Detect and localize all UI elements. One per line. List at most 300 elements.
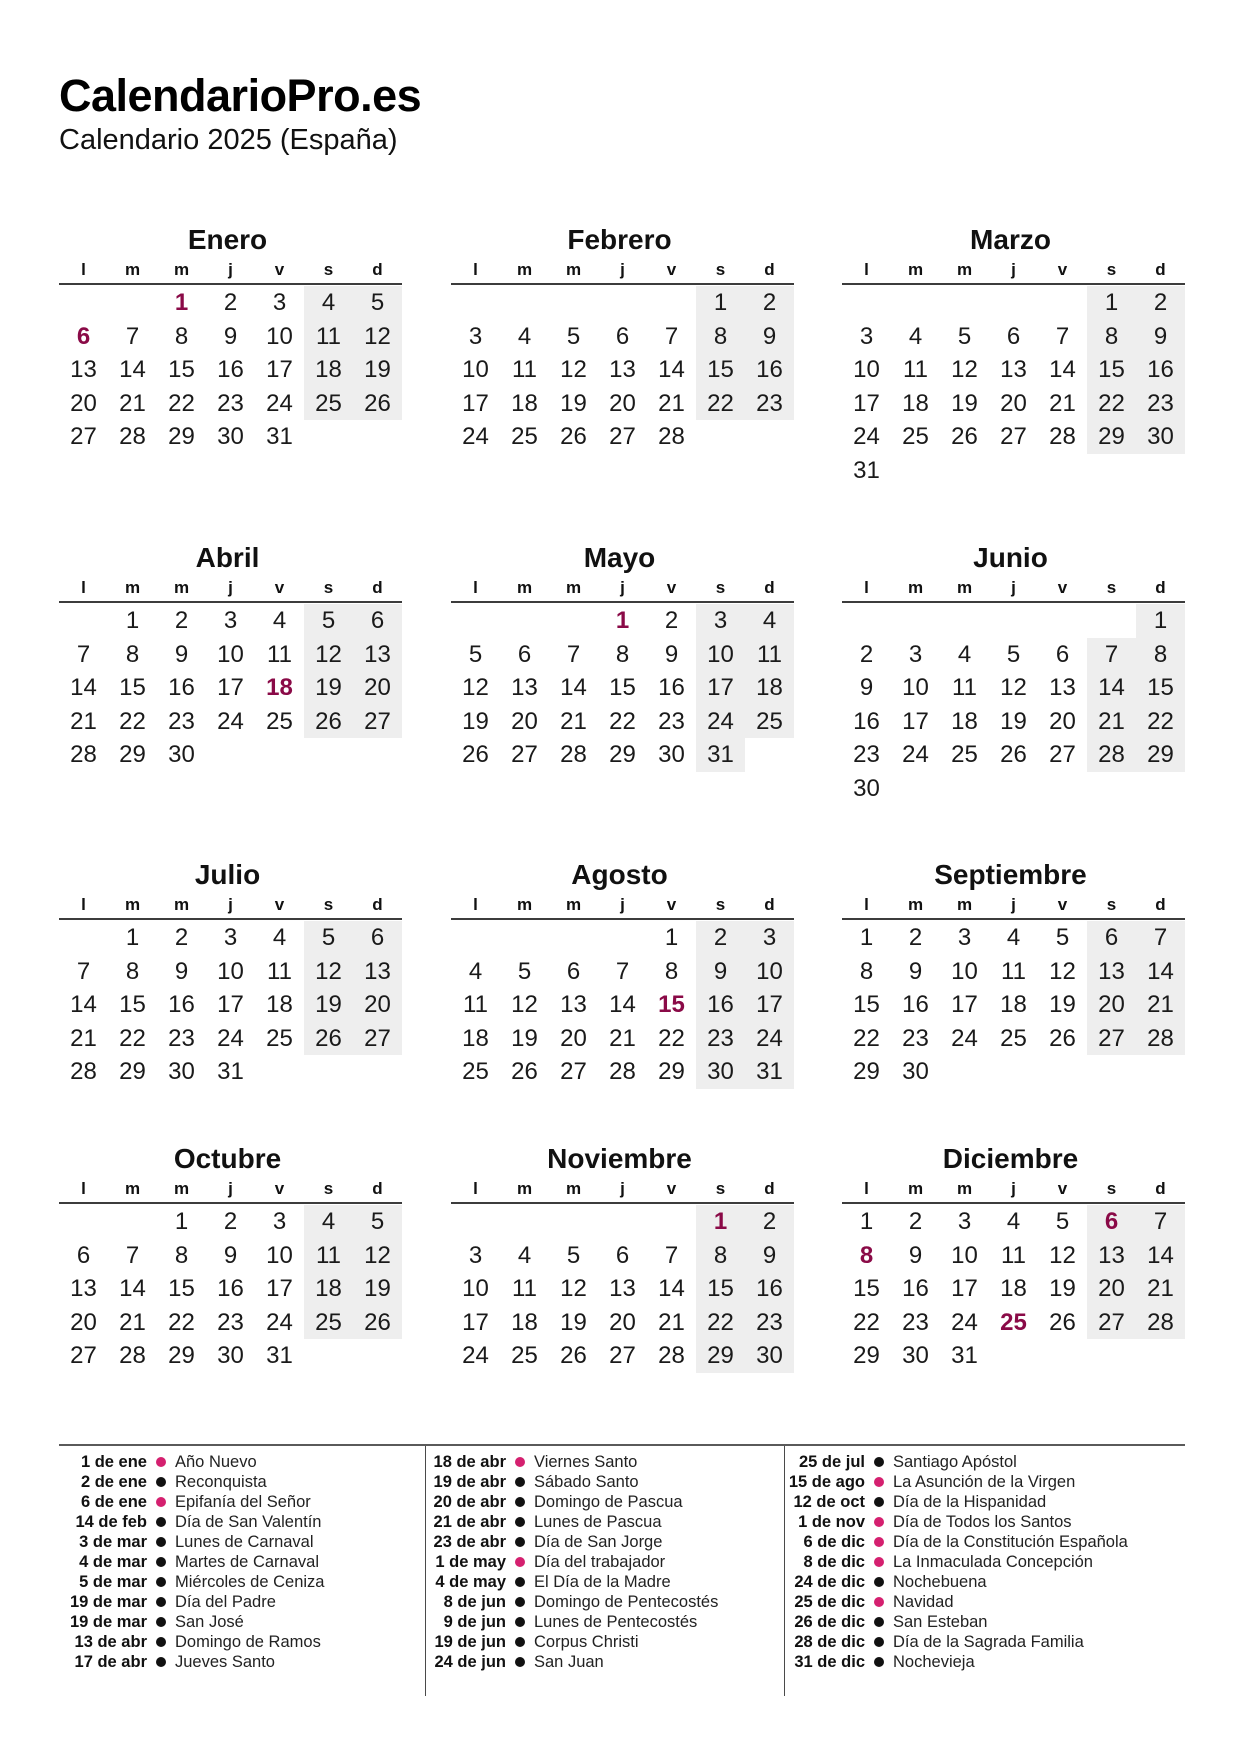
holiday-list-item — [782, 1572, 1128, 1592]
day-cell: 15 — [696, 1272, 745, 1306]
empty-day-cell — [108, 1205, 157, 1239]
day-cell: 28 — [119, 1342, 146, 1369]
weekday-label: l — [81, 260, 86, 279]
day-cell: 2 — [174, 607, 189, 634]
day-cell: 5 — [1055, 924, 1070, 951]
day-cell: 13 — [353, 955, 402, 989]
empty-day-cell — [1087, 604, 1136, 638]
day-cell: 24 — [902, 741, 929, 768]
month-septiembre — [842, 857, 1185, 1089]
day-cell: 1 — [696, 286, 745, 320]
day-cell: 23 — [168, 707, 195, 735]
day-cell: 29 — [696, 1339, 745, 1373]
day-cell: 17 — [902, 707, 929, 735]
weekday-label: m — [516, 1179, 533, 1198]
day-cell: 7 — [664, 322, 679, 350]
holiday-day-cell: 1 — [174, 289, 189, 316]
holiday-name: Día de la Hispanidad — [893, 1492, 1047, 1511]
day-cell: 5 — [957, 322, 972, 350]
holiday-date: 15 de ago — [788, 1472, 865, 1491]
empty-day-cell — [451, 1205, 500, 1239]
day-cell: 28 — [70, 741, 97, 768]
empty-day-cell — [500, 286, 549, 320]
day-cell: 3 — [957, 1208, 972, 1235]
holiday-dot-icon — [874, 1617, 884, 1627]
day-cell: 5 — [304, 604, 353, 638]
empty-day-cell — [255, 1055, 304, 1089]
weekday-label: s — [715, 895, 726, 914]
day-cell: 8 — [174, 322, 189, 350]
holiday-date: 17 de abr — [74, 1652, 147, 1671]
weekday-label: l — [81, 895, 86, 914]
day-cell: 9 — [664, 640, 679, 668]
day-cell: 2 — [174, 924, 189, 951]
empty-day-cell — [647, 286, 696, 320]
national-holiday-dot-icon — [874, 1477, 884, 1487]
day-cell: 8 — [1087, 320, 1136, 354]
weekday-label: s — [323, 895, 334, 914]
empty-day-cell — [304, 420, 353, 454]
day-cell: 4 — [745, 604, 794, 638]
day-cell: 16 — [696, 988, 745, 1022]
weekday-label: m — [173, 578, 190, 597]
holiday-date: 23 de abr — [433, 1532, 506, 1551]
day-cell: 9 — [745, 1239, 794, 1273]
day-cell: 28 — [609, 1058, 636, 1085]
holiday-date: 19 de jun — [434, 1632, 506, 1651]
weekday-label: m — [956, 578, 973, 597]
day-cell: 19 — [304, 671, 353, 705]
day-cell: 20 — [511, 707, 538, 735]
day-cell: 2 — [696, 921, 745, 955]
holiday-day-cell: 1 — [696, 1205, 745, 1239]
holiday-list-item — [64, 1612, 324, 1632]
weekday-label: m — [173, 895, 190, 914]
day-cell: 27 — [70, 1342, 97, 1369]
holiday-date: 4 de may — [435, 1572, 506, 1591]
weekday-label: m — [907, 578, 924, 597]
holiday-dot-icon — [156, 1557, 166, 1567]
day-cell: 13 — [609, 356, 636, 383]
day-cell: 19 — [462, 707, 489, 735]
holiday-name: Día del Padre — [175, 1592, 276, 1611]
day-cell: 26 — [1049, 1308, 1076, 1336]
day-cell: 13 — [353, 638, 402, 672]
day-cell: 30 — [902, 1342, 929, 1369]
day-cell: 8 — [125, 957, 140, 985]
day-cell: 23 — [902, 1024, 929, 1052]
month-enero — [59, 222, 402, 454]
day-cell: 1 — [1136, 604, 1185, 638]
day-cell: 15 — [168, 356, 195, 383]
empty-day-cell — [59, 921, 108, 955]
day-cell: 15 — [119, 991, 146, 1018]
day-cell: 24 — [745, 1022, 794, 1056]
day-cell: 29 — [853, 1058, 880, 1085]
empty-day-cell — [1038, 1055, 1087, 1089]
holiday-dot-icon — [874, 1637, 884, 1647]
empty-day-cell — [989, 286, 1038, 320]
day-cell: 3 — [223, 607, 238, 634]
holiday-list-item — [423, 1612, 718, 1632]
empty-day-cell — [549, 921, 598, 955]
holiday-name: Viernes Santo — [534, 1452, 638, 1471]
day-cell: 6 — [615, 1241, 630, 1269]
day-cell: 12 — [462, 674, 489, 701]
days-grid — [59, 1205, 402, 1373]
day-cell: 3 — [223, 924, 238, 951]
holiday-date: 13 de abr — [74, 1632, 147, 1651]
day-cell: 25 — [951, 741, 978, 768]
day-cell: 26 — [951, 423, 978, 450]
empty-day-cell — [1087, 1339, 1136, 1373]
weekday-label: s — [1106, 578, 1117, 597]
day-cell: 30 — [168, 1058, 195, 1085]
holiday-name: Santiago Apóstol — [893, 1452, 1017, 1471]
day-cell: 21 — [609, 1024, 636, 1052]
day-cell: 12 — [1049, 957, 1076, 985]
holiday-day-cell: 8 — [859, 1241, 874, 1269]
weekday-label: l — [473, 1179, 478, 1198]
holiday-name: Miércoles de Ceniza — [175, 1572, 325, 1591]
day-cell: 10 — [902, 674, 929, 701]
day-cell: 11 — [903, 356, 928, 383]
weekday-label: d — [764, 260, 775, 279]
day-cell: 20 — [609, 1308, 636, 1336]
weekday-label: j — [228, 578, 233, 597]
day-cell: 4 — [908, 322, 923, 350]
day-cell: 11 — [512, 356, 537, 383]
empty-day-cell — [1038, 454, 1087, 488]
day-cell: 17 — [266, 356, 293, 383]
day-cell: 31 — [696, 738, 745, 772]
holiday-list-item — [782, 1452, 1128, 1472]
empty-day-cell — [989, 454, 1038, 488]
day-cell: 2 — [1136, 286, 1185, 320]
day-cell: 18 — [511, 389, 538, 417]
weekday-label: d — [1155, 1179, 1166, 1198]
weekday-label: s — [715, 260, 726, 279]
day-cell: 12 — [304, 638, 353, 672]
day-cell: 9 — [745, 320, 794, 354]
day-cell: 26 — [1049, 1024, 1076, 1052]
day-cell: 14 — [119, 356, 146, 383]
day-cell: 1 — [664, 924, 679, 951]
day-cell: 2 — [223, 289, 238, 316]
weekday-label: j — [228, 260, 233, 279]
day-cell: 29 — [1136, 738, 1185, 772]
weekday-label: m — [173, 1179, 190, 1198]
holiday-dot-icon — [515, 1637, 525, 1647]
weekday-label: v — [1057, 260, 1068, 279]
holiday-name: Jueves Santo — [175, 1652, 275, 1671]
empty-day-cell — [206, 738, 255, 772]
day-cell: 24 — [217, 707, 244, 735]
day-cell: 6 — [517, 640, 532, 668]
day-cell: 31 — [266, 423, 293, 450]
holiday-dot-icon — [515, 1577, 525, 1587]
holiday-name: Navidad — [893, 1592, 954, 1611]
month-title: Marzo — [970, 224, 1051, 255]
day-cell: 29 — [658, 1058, 685, 1085]
weekday-header — [59, 258, 402, 285]
month-title: Septiembre — [934, 859, 1087, 890]
weekday-header — [842, 893, 1185, 920]
weekday-label: v — [666, 260, 677, 279]
day-cell: 26 — [304, 705, 353, 739]
holiday-dot-icon — [515, 1657, 525, 1667]
weekday-label: v — [1057, 578, 1068, 597]
month-diciembre — [842, 1141, 1185, 1373]
day-cell: 11 — [304, 320, 353, 354]
month-octubre — [59, 1141, 402, 1373]
holiday-list-item — [423, 1512, 718, 1532]
day-cell: 6 — [1087, 921, 1136, 955]
day-cell: 13 — [70, 356, 97, 383]
empty-day-cell — [891, 604, 940, 638]
month-title: Abril — [195, 542, 260, 573]
day-cell: 12 — [560, 356, 587, 383]
day-cell: 29 — [119, 741, 146, 768]
brand-title: CalendarioPro.es — [59, 70, 422, 121]
weekday-label: s — [1106, 895, 1117, 914]
month-title: Noviembre — [547, 1143, 692, 1174]
empty-day-cell — [1087, 1055, 1136, 1089]
days-grid — [59, 286, 402, 454]
day-cell: 5 — [1006, 640, 1021, 668]
day-cell: 18 — [1000, 991, 1027, 1018]
days-grid — [842, 604, 1185, 805]
days-grid — [842, 286, 1185, 487]
days-grid — [59, 604, 402, 772]
weekday-label: m — [173, 260, 190, 279]
holiday-list-item — [64, 1592, 324, 1612]
day-cell: 29 — [119, 1058, 146, 1085]
empty-day-cell — [108, 286, 157, 320]
day-cell: 27 — [1000, 423, 1027, 450]
day-cell: 14 — [70, 674, 97, 701]
weekday-label: d — [1155, 578, 1166, 597]
empty-day-cell — [353, 1055, 402, 1089]
day-cell: 13 — [1087, 1239, 1136, 1273]
weekday-header — [59, 1177, 402, 1204]
holiday-name: La Inmaculada Concepción — [893, 1552, 1093, 1571]
empty-day-cell — [647, 1205, 696, 1239]
empty-day-cell — [1038, 1339, 1087, 1373]
day-cell: 13 — [511, 674, 538, 701]
day-cell: 26 — [1000, 741, 1027, 768]
day-cell: 20 — [353, 988, 402, 1022]
weekday-label: d — [764, 895, 775, 914]
holiday-day-cell: 15 — [658, 991, 685, 1018]
day-cell: 1 — [859, 1208, 874, 1235]
weekday-label: s — [1106, 1179, 1117, 1198]
day-cell: 20 — [353, 671, 402, 705]
day-cell: 25 — [266, 707, 293, 735]
day-cell: 6 — [353, 604, 402, 638]
day-cell: 10 — [951, 1241, 978, 1269]
holiday-day-cell: 18 — [266, 674, 293, 701]
day-cell: 23 — [745, 387, 794, 421]
day-cell: 30 — [902, 1058, 929, 1085]
holiday-name: Día del trabajador — [534, 1552, 666, 1571]
national-holiday-dot-icon — [515, 1457, 525, 1467]
day-cell: 20 — [560, 1024, 587, 1052]
weekday-label: m — [565, 260, 582, 279]
day-cell: 12 — [560, 1275, 587, 1302]
day-cell: 28 — [119, 423, 146, 450]
day-cell: 11 — [304, 1239, 353, 1273]
empty-day-cell — [451, 604, 500, 638]
day-cell: 5 — [468, 640, 483, 668]
day-cell: 22 — [853, 1024, 880, 1052]
holiday-date: 3 de mar — [79, 1532, 147, 1551]
day-cell: 22 — [696, 387, 745, 421]
day-cell: 9 — [174, 957, 189, 985]
day-cell: 26 — [353, 387, 402, 421]
day-cell: 16 — [902, 1275, 929, 1302]
day-cell: 27 — [609, 423, 636, 450]
weekday-label: m — [907, 1179, 924, 1198]
day-cell: 29 — [1087, 420, 1136, 454]
day-cell: 22 — [1136, 705, 1185, 739]
day-cell: 30 — [745, 1339, 794, 1373]
weekday-label: l — [473, 260, 478, 279]
day-cell: 17 — [745, 988, 794, 1022]
day-cell: 18 — [304, 353, 353, 387]
day-cell: 7 — [1055, 322, 1070, 350]
weekday-label: m — [565, 895, 582, 914]
day-cell: 12 — [304, 955, 353, 989]
day-cell: 21 — [70, 1024, 97, 1052]
empty-day-cell — [500, 604, 549, 638]
day-cell: 11 — [267, 957, 292, 985]
day-cell: 18 — [902, 389, 929, 417]
day-cell: 7 — [76, 957, 91, 985]
day-cell: 19 — [560, 1308, 587, 1336]
holiday-date: 5 de mar — [79, 1572, 147, 1591]
national-holiday-dot-icon — [874, 1517, 884, 1527]
holiday-name: Reconquista — [175, 1472, 267, 1491]
holiday-list-item — [64, 1532, 324, 1552]
day-cell: 8 — [125, 640, 140, 668]
empty-day-cell — [59, 604, 108, 638]
month-abril — [59, 540, 402, 772]
day-cell: 3 — [272, 1208, 287, 1235]
day-cell: 18 — [511, 1308, 538, 1336]
day-cell: 7 — [1136, 921, 1185, 955]
day-cell: 15 — [696, 353, 745, 387]
day-cell: 30 — [1136, 420, 1185, 454]
weekday-label: m — [516, 260, 533, 279]
holiday-list-item — [782, 1492, 1128, 1512]
holiday-name: Lunes de Pentecostés — [534, 1612, 698, 1631]
day-cell: 27 — [353, 705, 402, 739]
day-cell: 7 — [125, 1241, 140, 1269]
holiday-list-item — [423, 1552, 718, 1572]
holiday-date: 28 de dic — [794, 1632, 865, 1651]
holiday-dot-icon — [156, 1517, 166, 1527]
day-cell: 2 — [745, 286, 794, 320]
day-cell: 30 — [853, 774, 880, 802]
holiday-date: 19 de abr — [433, 1472, 506, 1491]
weekday-header — [451, 1177, 794, 1204]
day-cell: 29 — [168, 1342, 195, 1369]
holiday-date: 6 de ene — [80, 1492, 147, 1511]
day-cell: 29 — [168, 423, 195, 450]
empty-day-cell — [353, 420, 402, 454]
day-cell: 26 — [353, 1306, 402, 1340]
holiday-dot-icon — [515, 1477, 525, 1487]
weekday-label: d — [1155, 895, 1166, 914]
empty-day-cell — [1136, 1055, 1185, 1089]
day-cell: 3 — [272, 289, 287, 316]
empty-day-cell — [940, 1055, 989, 1089]
weekday-label: m — [124, 578, 141, 597]
day-cell: 14 — [609, 991, 636, 1018]
day-cell: 21 — [1136, 988, 1185, 1022]
day-cell: 14 — [658, 356, 685, 383]
days-grid — [842, 921, 1185, 1089]
day-cell: 14 — [119, 1275, 146, 1302]
day-cell: 11 — [267, 640, 292, 668]
month-agosto — [451, 857, 794, 1089]
holiday-date: 2 de ene — [80, 1472, 147, 1491]
day-cell: 16 — [168, 991, 195, 1018]
holiday-list-item — [423, 1592, 718, 1612]
day-cell: 19 — [1000, 707, 1027, 735]
day-cell: 6 — [1055, 640, 1070, 668]
national-holiday-dot-icon — [515, 1557, 525, 1567]
weekday-header — [451, 258, 794, 285]
day-cell: 28 — [70, 1058, 97, 1085]
day-cell: 18 — [951, 707, 978, 735]
holiday-date: 31 de dic — [794, 1652, 865, 1671]
day-cell: 19 — [560, 389, 587, 417]
day-cell: 10 — [266, 1241, 293, 1269]
holiday-list-item — [64, 1512, 324, 1532]
day-cell: 11 — [512, 1275, 537, 1302]
day-cell: 11 — [463, 991, 488, 1018]
weekday-label: d — [764, 578, 775, 597]
holiday-dot-icon — [515, 1617, 525, 1627]
month-title: Diciembre — [942, 1143, 1079, 1174]
day-cell: 21 — [119, 1308, 146, 1336]
day-cell: 21 — [1049, 389, 1076, 417]
day-cell: 24 — [217, 1024, 244, 1052]
day-cell: 23 — [902, 1308, 929, 1336]
holiday-list-item — [782, 1652, 1128, 1672]
holiday-date: 8 de jun — [443, 1592, 506, 1611]
holiday-day-cell: 6 — [76, 322, 91, 350]
holiday-day-cell: 6 — [1087, 1205, 1136, 1239]
holiday-name: Domingo de Pascua — [534, 1492, 683, 1511]
day-cell: 19 — [1049, 991, 1076, 1018]
holiday-list-item — [782, 1512, 1128, 1532]
national-holiday-dot-icon — [874, 1537, 884, 1547]
empty-day-cell — [255, 738, 304, 772]
day-cell: 19 — [511, 1024, 538, 1052]
day-cell: 1 — [174, 1208, 189, 1235]
holiday-dot-icon — [156, 1477, 166, 1487]
weekday-label: m — [956, 1179, 973, 1198]
day-cell: 21 — [658, 389, 685, 417]
day-cell: 22 — [609, 707, 636, 735]
empty-day-cell — [891, 772, 940, 806]
weekday-label: v — [666, 578, 677, 597]
holiday-name: Día de San Valentín — [175, 1512, 322, 1531]
holiday-date: 4 de mar — [79, 1552, 147, 1571]
